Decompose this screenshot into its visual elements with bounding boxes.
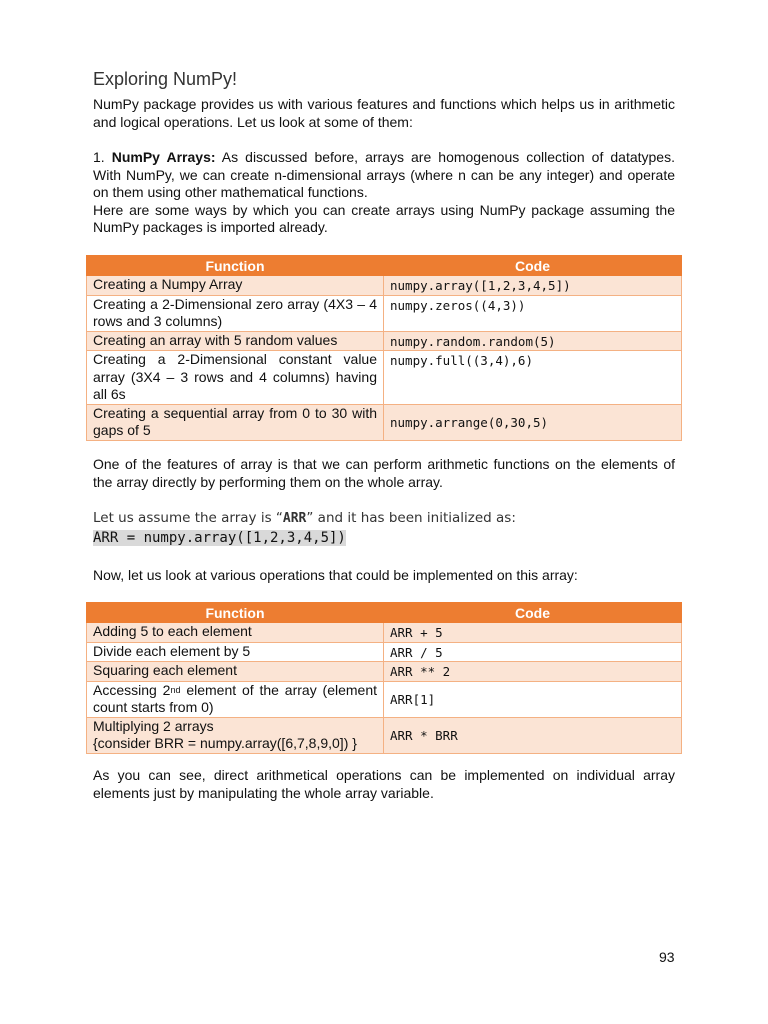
code-cell: numpy.arrange(0,30,5) — [384, 404, 682, 440]
section1-line1-text: As discussed before, arrays are homogenous collection of datatypes. — [221, 149, 675, 165]
init-code: ARR = numpy.array([1,2,3,4,5]) — [93, 530, 346, 546]
column-header-code: Code — [384, 256, 682, 276]
init-code-line — [93, 529, 675, 548]
section1-paragraph — [93, 149, 675, 237]
array-name: ARR — [282, 511, 307, 526]
arithmetic-line-2: the array directly by performing them on the whole array. — [93, 473, 443, 490]
table-row — [87, 351, 682, 405]
assume-line — [93, 510, 675, 528]
function-cell: Creating an array with 5 random values — [87, 331, 384, 351]
table-row — [87, 662, 682, 682]
conclusion-line-1: As you can see, direct arithmetical operations can be implemented on individual array — [93, 767, 675, 783]
ordinal-suffix: nd — [170, 684, 181, 695]
table-row — [87, 623, 682, 643]
assume-text-after: ” and it has been initialized as: — [306, 510, 516, 526]
function-cell — [87, 717, 384, 753]
intro-line-1: NumPy package provides us with various features and functions which helps us in arithmetic — [93, 96, 675, 112]
section1-line-5: NumPy packages is imported already. — [93, 219, 328, 235]
code-cell: numpy.array([1,2,3,4,5]) — [384, 276, 682, 296]
page-number: 93 — [659, 949, 675, 965]
array-creation-table — [86, 255, 682, 441]
function-text: {consider BRR = numpy.array([6,7,8,9,0]) } — [93, 735, 357, 751]
table-row — [87, 331, 682, 351]
operations-intro: Now, let us look at various operations that could be implemented on this array: — [93, 567, 578, 583]
conclusion-paragraph — [93, 767, 675, 802]
table-row — [87, 276, 682, 296]
code-cell: ARR / 5 — [384, 642, 682, 662]
function-cell: Creating a 2-Dimensional zero array (4X3 – 4 rows and 3 columns) — [87, 295, 384, 331]
section1-line-4: Here are some ways by which you can create arrays using NumPy package assuming the — [93, 201, 675, 218]
function-cell: Adding 5 to each element — [87, 623, 384, 643]
function-cell: Squaring each element — [87, 662, 384, 682]
table-row — [87, 642, 682, 662]
table-row — [87, 681, 682, 717]
function-cell: Creating a sequential array from 0 to 30 with gaps of 5 — [87, 404, 384, 440]
code-cell: numpy.zeros((4,3)) — [384, 295, 682, 331]
function-cell: Creating a 2-Dimensional constant value array (3X4 – 3 rows and 4 columns) having all 6s — [87, 351, 384, 405]
section1-number: 1. — [93, 149, 105, 165]
intro-line-2: and logical operations. Let us look at some of them: — [93, 113, 413, 130]
table-row — [87, 404, 682, 440]
page-title: Exploring NumPy! — [93, 69, 238, 89]
array-operations-table — [86, 602, 682, 754]
function-text: Multiplying 2 arrays — [93, 717, 214, 734]
section1-heading: NumPy Arrays: — [111, 149, 216, 165]
table-header-row — [87, 256, 682, 276]
arithmetic-line-1: One of the features of array is that we can perform arithmetic functions on the elements of — [93, 456, 675, 472]
section1-line-1 — [93, 149, 675, 167]
code-cell: ARR + 5 — [384, 623, 682, 643]
column-header-function: Function — [87, 603, 384, 623]
conclusion-line-2: elements just by manipulating the whole array variable. — [93, 784, 434, 801]
arithmetic-paragraph — [93, 456, 675, 491]
section1-line-2: With NumPy, we can create n-dimensional arrays (where n can be any integer) and operate — [93, 166, 675, 183]
code-cell: ARR[1] — [384, 681, 682, 717]
column-header-function: Function — [87, 256, 384, 276]
function-cell — [87, 681, 384, 717]
assume-text-before: Let us assume the array is “ — [93, 510, 283, 526]
table-row — [87, 717, 682, 753]
section1-line-3: on them using other mathematical functions. — [93, 184, 368, 200]
function-text: element of the array (element count starts from 0) — [93, 681, 378, 715]
code-cell: ARR * BRR — [384, 717, 682, 753]
function-cell: Creating a Numpy Array — [87, 276, 384, 296]
function-cell: Divide each element by 5 — [87, 642, 384, 662]
intro-paragraph — [93, 96, 675, 131]
table-header-row — [87, 603, 682, 623]
code-cell: numpy.random.random(5) — [384, 331, 682, 351]
code-cell: numpy.full((3,4),6) — [384, 351, 682, 405]
table-row — [87, 295, 682, 331]
column-header-code: Code — [384, 603, 682, 623]
code-cell: ARR ** 2 — [384, 662, 682, 682]
function-text: Accessing 2 — [93, 681, 171, 698]
